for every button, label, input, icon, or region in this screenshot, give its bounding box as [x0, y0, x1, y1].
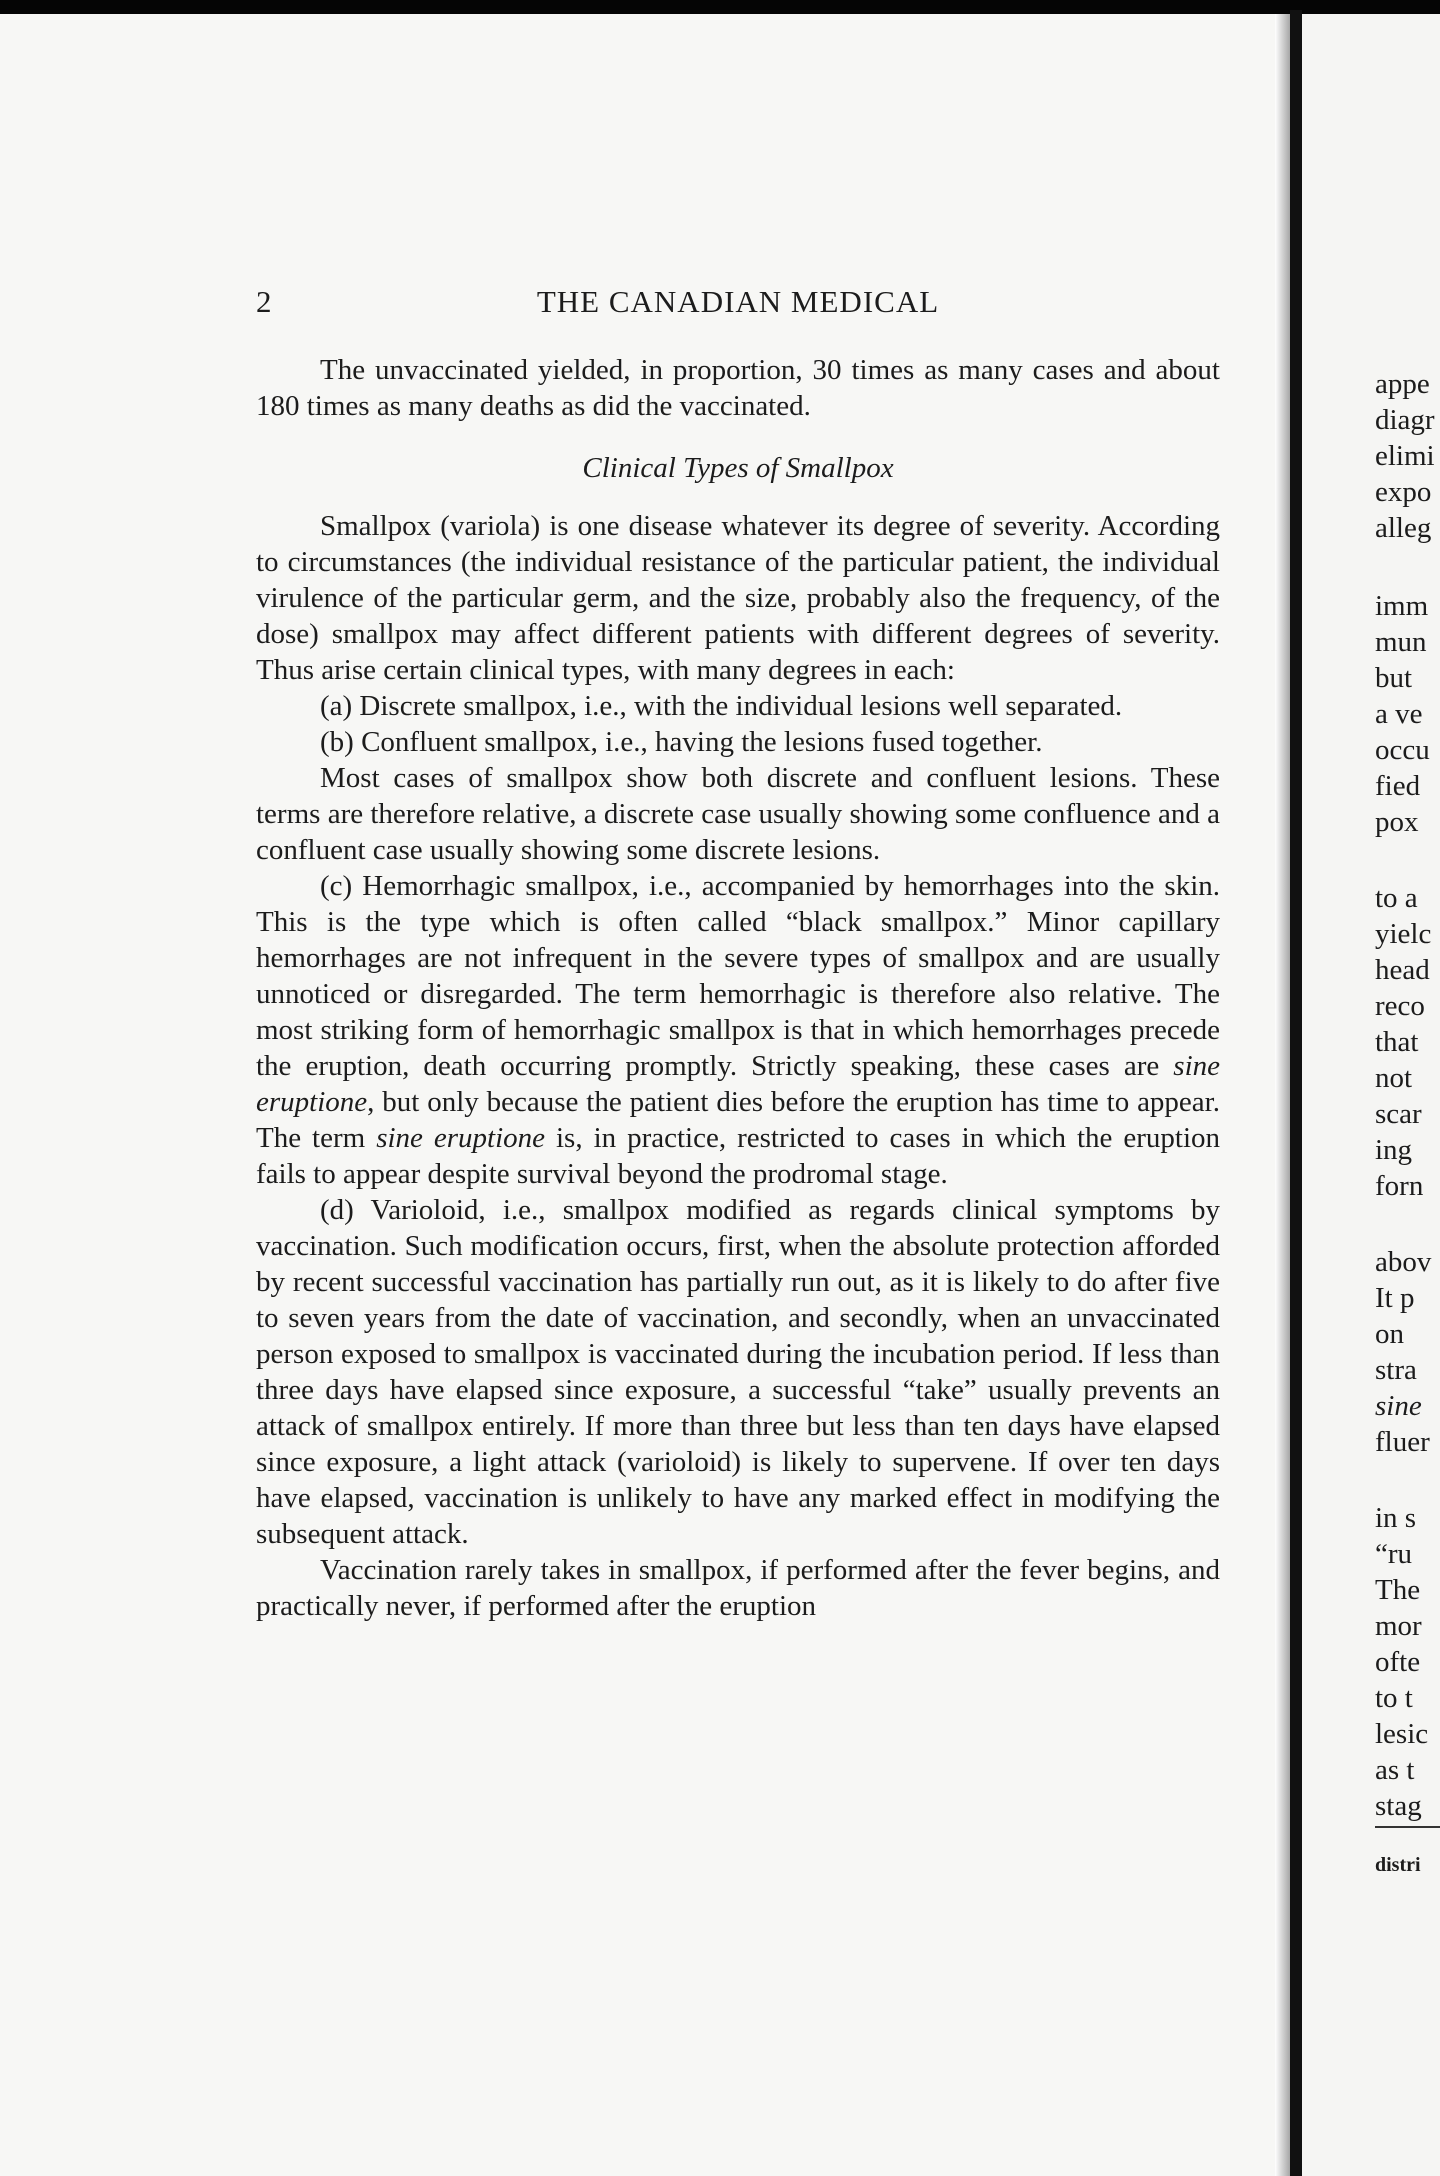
right-page-line: The [1375, 1574, 1421, 1606]
right-page-line: expo [1375, 476, 1432, 508]
running-head [256, 284, 1220, 324]
right-page-line: appe [1375, 368, 1430, 400]
right-page-line: in s [1375, 1502, 1417, 1534]
right-page-line: diagr [1375, 404, 1435, 436]
right-page-line: head [1375, 954, 1430, 986]
type-c-text-3: is, in practice, restricted to cases in which the eruption fails to appear despite survival beyond the prodromal stage. [256, 1122, 1221, 1190]
right-page-footnote: distri [1375, 1854, 1421, 1876]
right-page-line: “ru [1375, 1538, 1413, 1570]
right-page-line: as t [1375, 1754, 1415, 1786]
closing-paragraph: Vaccination rarely takes in smallpox, if performed after the fever begins, and practically never, if performed after the eruption [256, 1554, 1220, 1622]
confluent-note-paragraph: Most cases of smallpox show both discrete and confluent lesions. These terms are therefore relative, a discrete case usually showing some confluence and a confluent case usually showing some discrete lesions. [256, 762, 1220, 866]
intro-paragraph: Smallpox (variola) is one disease whatever its degree of severity. According to circumstances (the individual resistance of the particular patient, the individual virulence of the particular germ, and the size, probably also the frequency, of the dose) smallpox may affect different patients with different degrees of severity. Thus arise certain clinical types, with many degrees in each: [256, 510, 1220, 686]
right-page-line: a ve [1375, 698, 1423, 730]
right-page-line: pox [1375, 806, 1419, 838]
type-c-paragraph [256, 868, 1220, 1192]
page-gutter [1290, 10, 1302, 2176]
right-page-line: mor [1375, 1610, 1422, 1642]
type-c-text-1: (c) Hemorrhagic smallpox, i.e., accompanied by hemorrhages into the skin. This is the type which is often called “black smallpox.” Minor capillary hemorrhages are not infrequent in the severe types of smallpox and are usually unnoticed or disregarded. The term hemorrhagic is therefore also relative. The most striking form of hemorrhagic smallpox is that in which hemorrhages precede the eruption, death occurring promptly. Strictly speaking, these cases are [256, 870, 1220, 1082]
right-page-line: yielc [1375, 918, 1432, 950]
right-page-line: to t [1375, 1682, 1413, 1714]
right-page-line: It p [1375, 1282, 1415, 1314]
right-page-line: that [1375, 1026, 1419, 1058]
type-b-paragraph: (b) Confluent smallpox, i.e., having the lesions fused together. [320, 726, 1043, 758]
right-page-line: ing [1375, 1134, 1413, 1166]
type-d-paragraph: (d) Varioloid, i.e., smallpox modified as regards clinical symptoms by vaccination. Such modification occurs, first, when the absolute protection afforded by recent successful vaccination has partially run out, as it is likely to do after five to seven years from the date of vaccination, and secondly, when an unvaccinated person exposed to smallpox is vaccinated during the incubation period. If less than three days have elapsed since exposure, a successful “take” usually prevents an attack of smallpox entirely. If more than three but less than ten days have elapsed since exposure, a light attack (varioloid) is likely to supervene. If over ten days have elapsed, vaccination is unlikely to have any marked effect in modifying the subsequent attack. [256, 1194, 1220, 1550]
right-page-line: sine [1375, 1390, 1422, 1422]
type-a-paragraph: (a) Discrete smallpox, i.e., with the individual lesions well separated. [320, 690, 1123, 722]
right-page-line: on [1375, 1318, 1404, 1350]
right-page-line: mun [1375, 626, 1427, 658]
right-page-line: alleg [1375, 512, 1432, 544]
right-page-line: stag [1375, 1790, 1422, 1822]
right-page-line: ofte [1375, 1646, 1421, 1678]
right-page-line: occu [1375, 734, 1430, 766]
left-page-text [256, 284, 1220, 1624]
right-page-line: forn [1375, 1170, 1424, 1202]
right-page-line: fied [1375, 770, 1421, 802]
right-page-line: not [1375, 1062, 1413, 1094]
section-heading: Clinical Types of Smallpox [582, 452, 894, 484]
opening-paragraph: The unvaccinated yielded, in proportion, 30 times as many cases and about 180 times as many deaths as did the vaccinated. [256, 354, 1220, 422]
right-page-line: scar [1375, 1098, 1422, 1130]
right-page-line: stra [1375, 1354, 1417, 1386]
right-page-line: abov [1375, 1246, 1432, 1278]
running-title: THE CANADIAN MEDICAL [536, 284, 940, 319]
right-page-fragment [1302, 14, 1440, 2176]
sine-eruptione-term: sine eruptione [376, 1122, 546, 1154]
type-c-text-2: , but only because the patient dies before the eruption has time to appear. The term [256, 1086, 1220, 1154]
right-page-line: imm [1375, 590, 1429, 622]
page-number: 2 [256, 284, 272, 319]
right-page-line: lesic [1375, 1718, 1429, 1750]
right-page-line: but [1375, 662, 1413, 694]
left-page [0, 14, 1275, 2176]
right-page-line: fluer [1375, 1426, 1430, 1458]
scan-top-edge [0, 0, 1440, 14]
page-gutter-shadow [1275, 10, 1290, 2176]
footnote-rule [1375, 1826, 1440, 1828]
right-page-line: elimi [1375, 440, 1435, 472]
right-page-line: to a [1375, 882, 1418, 914]
right-page-line: reco [1375, 990, 1425, 1022]
sine-eruptione-term: sine eruptione [256, 1050, 1220, 1118]
